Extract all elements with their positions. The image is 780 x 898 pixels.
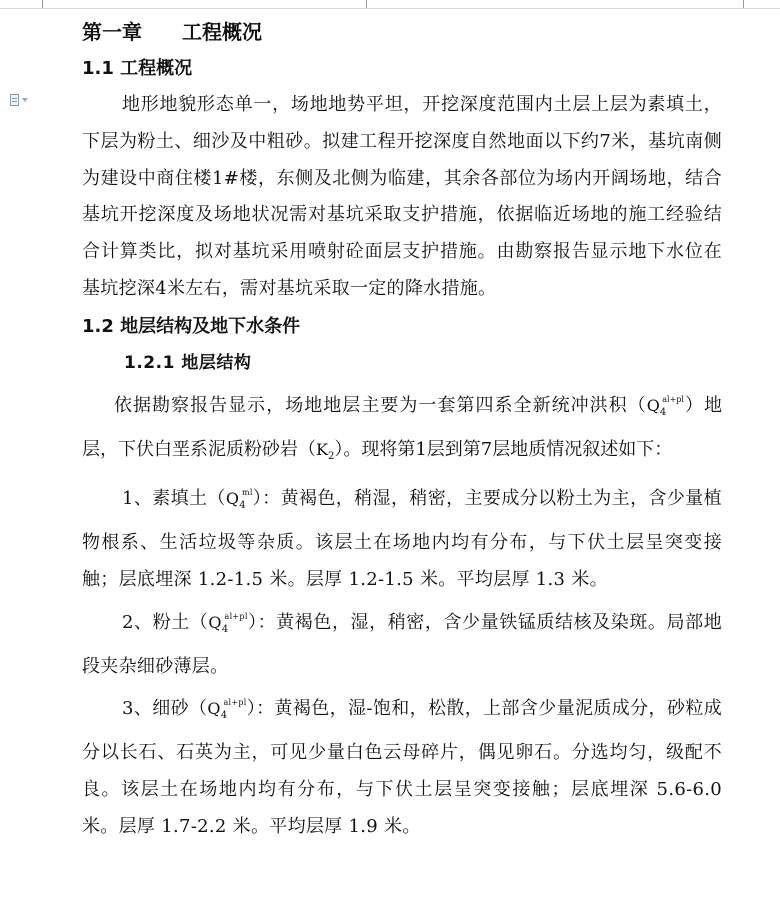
section-heading-1-1: 1.1 工程概况 [82, 58, 193, 79]
chapter-title: 工程概况 [182, 20, 262, 44]
document-page [82, 14, 722, 846]
paragraph-layer-2: 2、粉土$(Q_4^{al+pl})$：黄褐色，湿，稍密，含少量铁锰质结核及染斑。局部地段夹杂细砂薄层。 [82, 611, 722, 677]
paragraph-layer-1: 1、素填土$(Q_4^{ml})$：黄褐色，稍湿，稍密，主要成分以粉土为主，含少量植物根系、生活垃圾等杂质。该层土在场地内均有分布，与下伏土层呈突变接触；层底埋深 1.2-1.5 米。层厚 1.2-1.5 米。平均层厚 1.3 米。 [82, 488, 722, 590]
document-icon [10, 94, 19, 106]
paragraph-menu-button[interactable] [10, 93, 36, 107]
ruler-strip [0, 0, 780, 10]
margin-marker-left [42, 0, 43, 8]
margin-marker-center [366, 0, 367, 8]
paragraph-project-overview: 地形地貌形态单一，场地地势平坦，开挖深度范围内土层上层为素填土，下层为粉土、细沙及中粗砂。拟建工程开挖深度自然地面以下约7米，基坑南侧为建设中商住楼1#楼，东侧及北侧为临建，其余各部位为场内开阔场地，结合基坑开挖深度及场地状况需对基坑采取支护措施，依据临近场地的施工经验结合计算类比，拟对基坑采用喷射砼面层支护措施。由勘察报告显示地下水位在基坑挖深4米左右，需对基坑采取一定的降水措施。 [82, 94, 722, 299]
margin-marker-right [743, 0, 744, 8]
chapter-number: 第一章 [82, 20, 142, 44]
section-heading-1-2: 1.2 地层结构及地下水条件 [82, 315, 301, 337]
paragraph-strata-intro: 依据勘察报告显示，场地地层主要为一套第四系全新统冲洪积$(Q_4^{al+pl})$地层，下伏白垩系泥质粉砂岩$(K_2)$。现将第1层到第7层地质情况叙述如下： [82, 394, 723, 462]
paragraph-layer-3: 3、细砂$(Q_4^{al+pl})$：黄褐色，湿-饱和，松散，上部含少量泥质成分，砂粒成分以长石、石英为主，可见少量白色云母碎片，偶见卵石。分选均匀，级配不良。该层土在场地内均有分布，与下伏土层呈突变接触；层底埋深 5.6-6.0 米。层厚 1.7-2.2 米。平均层厚 1.9 米。 [82, 698, 722, 837]
dropdown-caret-icon [22, 98, 28, 102]
subsection-heading-1-2-1: 1.2.1 地层结构 [124, 352, 252, 373]
ruler-line [0, 8, 780, 9]
chapter-heading [82, 14, 722, 50]
